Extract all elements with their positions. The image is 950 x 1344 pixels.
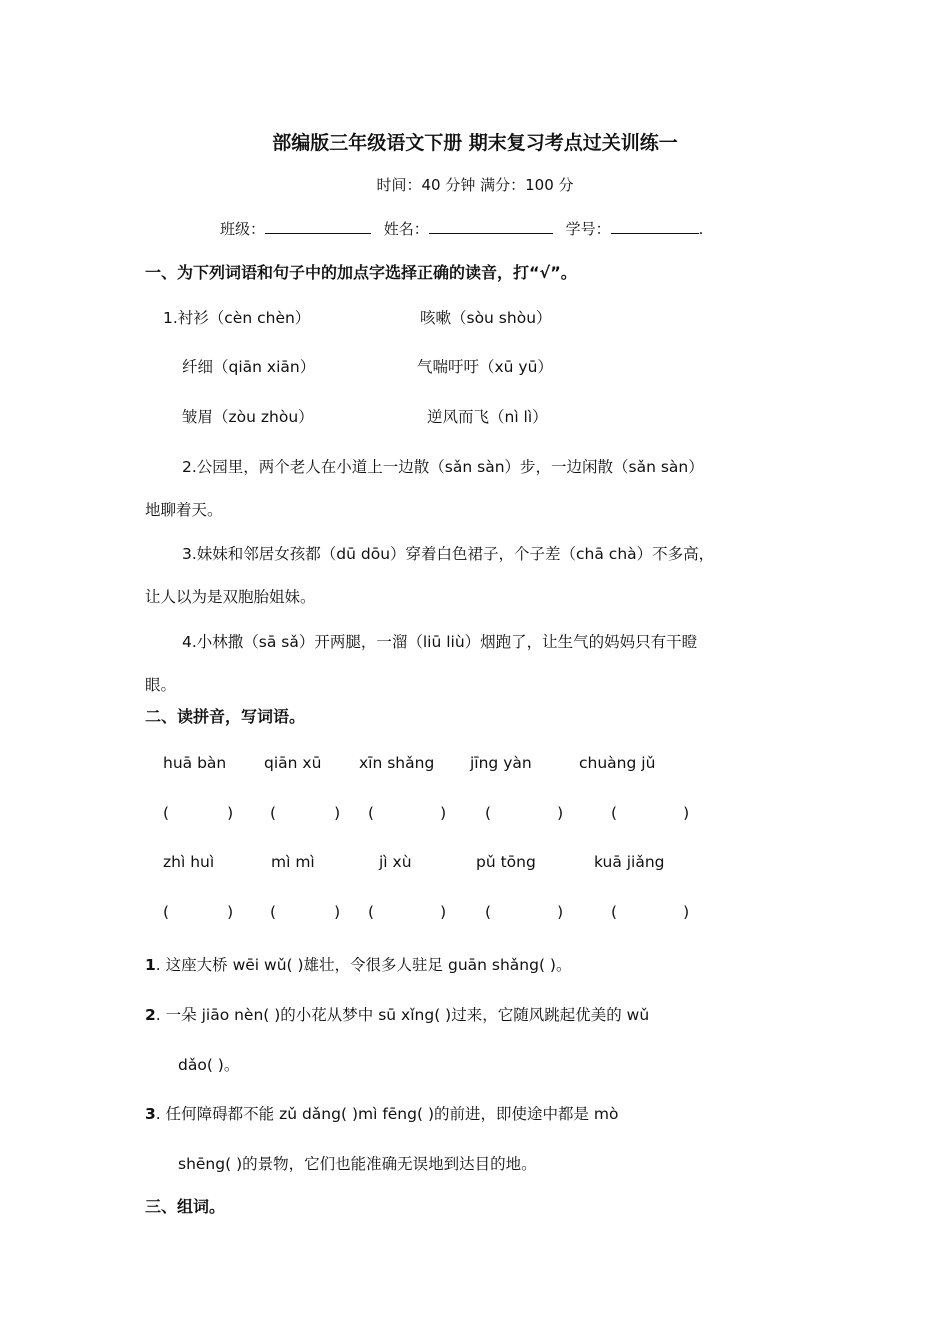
answer-box-2-3[interactable] [368,903,446,921]
pinyin-2-3: jì xù [379,853,412,871]
name-blank[interactable] [429,219,553,234]
section3-heading: 三、组词。 [145,1197,226,1216]
answer-box-1-3[interactable] [368,804,446,822]
paren-close: ) [557,903,564,921]
sentence-2-line2: dǎo( )。 [178,1056,240,1074]
paren-open: ( [270,804,277,822]
answer-box-1-5[interactable] [611,804,689,822]
name-label: 姓名： [383,220,429,238]
sentence-3-line2: shēng( )的景物，它们也能准确无误地到达目的地。 [178,1155,537,1173]
pinyin-2-4: pǔ tōng [476,853,536,871]
q1-row1-b: 咳嗽（sòu shòu） [420,309,552,327]
q4-line2: 眼。 [145,676,177,694]
q3-line1: 3.妹妹和邻居女孩都（dū dōu）穿着白色裙子，个子差（chā chà）不多高， [182,545,715,563]
section1-heading: 一、为下列词语和句子中的加点字选择正确的读音，打“√”。 [145,263,577,282]
sentence-2-number: 2 [145,1006,156,1024]
paren-open: ( [485,804,492,822]
answer-box-1-2[interactable] [270,804,340,822]
q1-row2-a: 纤细（qiān xiān） [182,358,316,376]
paren-close: ) [227,903,234,921]
paren-open: ( [163,804,170,822]
pinyin-2-5: kuā jiǎng [594,853,665,871]
paren-close: ) [683,804,690,822]
sentence-1 [145,953,571,975]
answer-box-1-4[interactable] [485,804,563,822]
paren-close: ) [683,903,690,921]
section2-heading: 二、读拼音，写词语。 [145,707,306,726]
q1-row2-b: 气喘吁吁（xū yū） [417,358,553,376]
sentence-3-text: . 任何障碍都不能 zǔ dǎng( )mì fēng( )的前进，即使途中都是 mò [155,1105,619,1123]
pinyin-1-5: chuàng jǔ [579,754,656,772]
pinyin-1-4: jīng yàn [470,754,532,772]
sentence-1-text: . 这座大桥 wēi wǔ( )雄壮，令很多人驻足 guān shǎng( )。 [155,956,572,974]
pinyin-1-1: huā bàn [163,754,227,772]
q2-line1: 2.公园里，两个老人在小道上一边散（sǎn sàn）步，一边闲散（sǎn sàn） [182,458,704,476]
pinyin-2-2: mì mì [271,853,315,871]
answer-box-2-5[interactable] [611,903,689,921]
answer-box-1-1[interactable] [163,804,233,822]
answer-box-2-4[interactable] [485,903,563,921]
pinyin-1-3: xīn shǎng [359,754,435,772]
id-label: 学号： [565,220,611,238]
id-blank[interactable] [611,219,699,234]
answer-box-2-1[interactable] [163,903,233,921]
sentence-2-text: . 一朵 jiāo nèn( )的小花从梦中 sū xǐng( )过来，它随风跳起优美的 wǔ [155,1006,650,1024]
paren-open: ( [163,903,170,921]
paren-open: ( [485,903,492,921]
time-and-score: 时间：40 分钟 满分：100 分 [376,176,574,194]
q1-row1-a: 1.衬衫（cèn chèn） [163,309,311,327]
paren-close: ) [227,804,234,822]
q1-row3-a: 皱眉（zòu zhòu） [182,408,314,426]
class-label: 班级： [220,220,266,238]
sentence-3-number: 3 [145,1105,156,1123]
q2-line2: 地聊着天。 [145,501,223,519]
class-blank[interactable] [265,219,371,234]
q4-line1: 4.小林撒（sā sǎ）开两腿，一溜（liū liù）烟跑了，让生气的妈妈只有干瞪 [182,633,698,651]
paren-close: ) [334,804,341,822]
fields-end: . [698,220,704,238]
answer-box-2-2[interactable] [270,903,340,921]
paren-close: ) [440,903,447,921]
student-info-fields [220,218,703,239]
paren-close: ) [557,804,564,822]
pinyin-2-1: zhì huì [163,853,215,871]
sentence-2-line1 [145,1003,649,1025]
paren-close: ) [334,903,341,921]
paren-open: ( [368,903,375,921]
paren-close: ) [440,804,447,822]
paren-open: ( [368,804,375,822]
q3-line2: 让人以为是双胞胎姐妹。 [145,588,316,606]
sentence-3-line1 [145,1102,619,1124]
q1-row3-b: 逆风而飞（nì lì） [427,408,548,426]
paren-open: ( [611,903,618,921]
pinyin-1-2: qiān xū [264,754,322,772]
page-title: 部编版三年级语文下册 期末复习考点过关训练一 [272,132,678,154]
sentence-1-number: 1 [145,956,156,974]
paren-open: ( [611,804,618,822]
paren-open: ( [270,903,277,921]
